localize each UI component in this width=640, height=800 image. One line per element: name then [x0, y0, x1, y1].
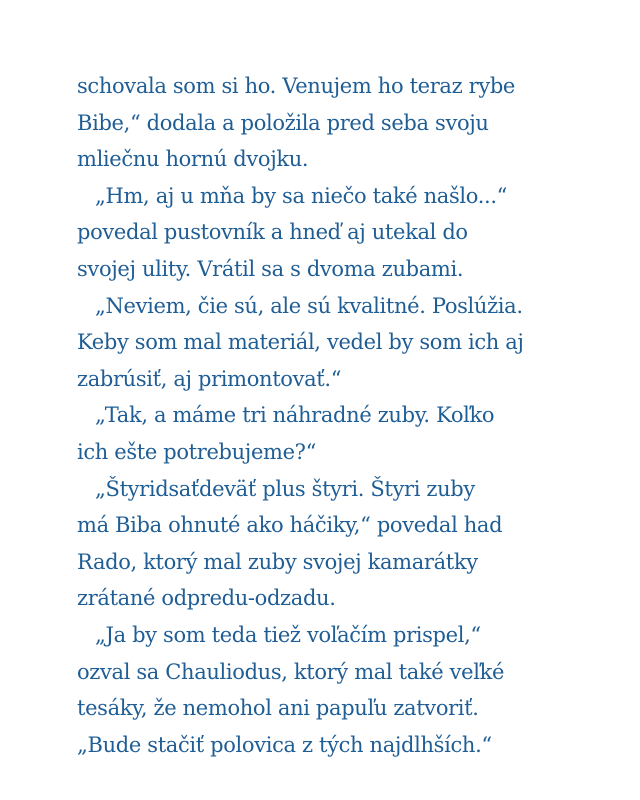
text-line: mliečnu hornú dvojku.: [77, 147, 309, 172]
text-line: svojej ulity. Vrátil sa s dvoma zubami.: [77, 256, 464, 281]
text-line: Bibe,“ dodala a položila pred seba svoju: [77, 110, 489, 135]
text-line: „Neviem, čie sú, ale sú kvalitné. Poslúžia.: [95, 293, 523, 318]
text-line: schovala som si ho. Venujem ho teraz rybe: [77, 74, 516, 98]
text-line: zrátané odpredu-odzadu.: [77, 586, 336, 611]
text-line: zabrúsiť, aj primontovať.“: [77, 366, 342, 391]
text-line: má Biba ohnuté ako háčiky,“ povedal had: [77, 513, 503, 538]
text-line: „Tak, a máme tri náhradné zuby. Koľko: [95, 403, 495, 428]
text-line: ozval sa Chauliodus, ktorý mal také veľké: [77, 659, 505, 684]
book-page-text: [77, 68, 577, 763]
text-line: ich ešte potrebujeme?“: [77, 439, 316, 464]
text-line: Keby som mal materiál, vedel by som ich aj: [77, 330, 524, 355]
text-line: „Štyridsaťdeväť plus štyri. Štyri zuby: [95, 476, 475, 501]
text-line: Rado, ktorý mal zuby svojej kamarátky: [77, 549, 478, 574]
text-line: tesáky, že nemohol ani papuľu zatvoriť.: [77, 696, 479, 721]
text-line: „Ja by som teda tiež voľačím prispel,“: [95, 622, 481, 647]
text-line: povedal pustovník a hneď aj utekal do: [77, 220, 468, 245]
text-line: „Bude stačiť polovica z tých najdlhších.“: [77, 732, 492, 757]
text-line: „Hm, aj u mňa by sa niečo také našlo...“: [95, 183, 508, 208]
